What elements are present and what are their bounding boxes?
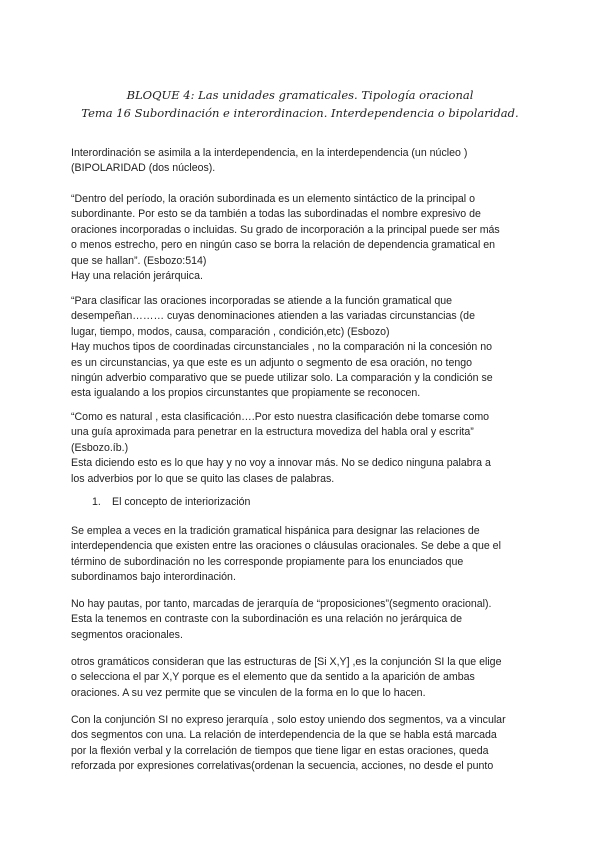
block-title: BLOQUE 4: Las unidades gramaticales. Tipología oracional [126, 88, 474, 102]
paragraph-3 [71, 294, 531, 402]
list-item [92, 495, 250, 510]
text-line: otros gramáticos consideran que las estructuras de [Si X,Y] ,es la conjunción SI la que elige [71, 656, 502, 668]
text-line: interdependencia que existen entre las oraciones o cláusulas oracionales. Se debe a que el [71, 540, 501, 553]
paragraph-8 [71, 713, 531, 775]
paragraph-4 [71, 410, 531, 487]
text-line: Esta la tenemos en contraste con la subordinación es una relación no jerárquica de [71, 613, 463, 626]
text-line: “Para clasificar las oraciones incorporadas se atiende a la función gramatical que [71, 295, 452, 307]
text-line: Hay muchos tipos de coordinadas circunstanciales , no la comparación ni la concesión no [71, 341, 493, 354]
text-line: reforzada por expresiones correlativas(ordenan la secuencia, acciones, no desde el punto [71, 760, 494, 773]
list-item-text: El concepto de interiorización [112, 496, 251, 508]
text-line: (Esbozo.íb.) [71, 441, 129, 454]
text-line: los adverbios por lo que se quito las clases de palabras. [71, 472, 335, 485]
paragraph-1 [71, 146, 531, 177]
paragraph-6 [71, 597, 531, 643]
paragraph-5 [71, 524, 531, 586]
text-line: una guía aproximada para penetrar en la estructura movediza del habla oral y escrita” [71, 426, 474, 439]
list-number: 1. [92, 496, 101, 508]
text-line: segmentos oracionales. [71, 628, 183, 641]
paragraph-2 [71, 192, 531, 284]
text-line: “Dentro del período, la oración subordinada es un elemento sintáctico de la principal o [71, 193, 475, 205]
text-line: Hay una relación jerárquica. [71, 270, 203, 283]
text-line: o menos estrecho, pero en ningún caso se borra la relación de dependencia gramatical en [71, 239, 496, 252]
topic-title: Tema 16 Subordinación e interordinacion. Interdependencia o bipolaridad. [81, 106, 519, 120]
text-line: dos segmentos con una. La relación de interdependencia de la que se habla está marcada [71, 729, 497, 742]
text-line: “Como es natural , esta clasificación….Por esto nuestra clasificación debe tomarse como [71, 411, 490, 423]
paragraph-7 [71, 655, 531, 701]
text-line: (BIPOLARIDAD (dos núcleos). [71, 162, 216, 175]
text-line: ningún adverbio comparativo que se puede utilizar solo. La comparación y la condición se [71, 372, 493, 385]
text-line: o selecciona el par X,Y porque es el elemento que da sentido a la aparición de ambas [71, 671, 475, 684]
text-line: esta igualando a los propios circunstantes que propiamente se reconocen. [71, 387, 421, 400]
text-line: subordinante. Por esto se da también a todas las subordinadas el nombre expresivo de [71, 208, 481, 221]
text-line: Interordinación se asimila a la interdependencia, en la interdependencia (un núcleo ) [71, 147, 468, 159]
text-line: lugar, tiempo, modos, causa, comparación , condición,etc) (Esbozo) [71, 325, 390, 338]
text-line: desempeñan……… cuyas denominaciones atienden a las variadas circunstancias (de [71, 310, 475, 323]
text-line: subordinamos bajo interordinación. [71, 571, 236, 584]
text-line: Con la conjunción SI no expreso jerarquía , solo estoy uniendo dos segmentos, va a vincular [71, 714, 506, 726]
text-line: por la flexión verbal y la correlación de tiempos que tiene ligar en estas oraciones, queda [71, 744, 489, 757]
text-line: oraciones incorporadas o incluidas. Su grado de incorporación a la principal puede ser más [71, 223, 500, 236]
text-line: Esta diciendo esto es lo que hay y no voy a innovar más. No se dedico ninguna palabra a [71, 457, 491, 470]
text-line: No hay pautas, por tanto, marcadas de jerarquía de “proposiciones”(segmento oracional). [71, 598, 492, 610]
text-line: es un circunstancias, ya que este es un adjunto o segmento de esa oración, no tengo [71, 356, 473, 369]
text-line: oraciones. A su vez permite que se vinculen de la forma en lo que lo hacen. [71, 686, 426, 699]
text-line: término de subordinación no les corresponde propiamente para los enunciados que [71, 555, 464, 568]
text-line: Se emplea a veces en la tradición gramatical hispánica para designar las relaciones de [71, 525, 480, 537]
text-line: que se hallan”. (Esbozo:514) [71, 254, 207, 267]
